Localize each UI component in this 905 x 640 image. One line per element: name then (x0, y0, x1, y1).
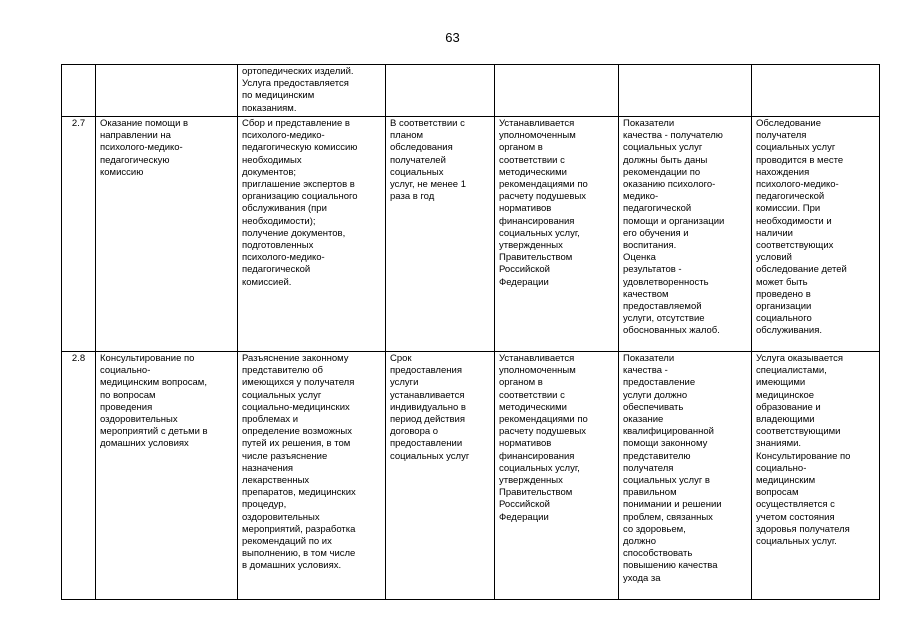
page-number: 63 (445, 30, 460, 45)
service-norms-cell: Устанавливается уполномоченным органом в соответствии с методическими рекомендациями по расчету подушевых нормативов финансирования социальных услуг, утвержденных Правительством Российской Федерации (495, 117, 619, 352)
table-row (62, 65, 880, 117)
row-number-cell: 2.8 (62, 352, 96, 600)
table-row (62, 352, 880, 600)
service-content-cell: Сбор и представление в психолого-медико- педагогическую комиссию необходимых документов; приглашение экспертов в организацию социального обслуживания (при необходимости); получение документов, подготовленных психолого-медико- педагогической комиссией. (238, 117, 386, 352)
service-conditions-cell: Обследование получателя социальных услуг проводится в месте нахождения психолого-медико- педагогической комиссии. При необходимости и наличии соответствующих условий обследование детей может быть проведено в организации социального обслуживания. (752, 117, 880, 352)
service-norms-cell: Устанавливается уполномоченным органом в соответствии с методическими рекомендациями по расчету подушевых нормативов финансирования социальных услуг, утвержденных Правительством Российской Федерации (495, 352, 619, 600)
service-name-cell: Оказание помощи в направлении на психолого-медико- педагогическую комиссию (96, 117, 238, 352)
service-content-cell: ортопедических изделий. Услуга предоставляется по медицинским показаниям. (238, 65, 386, 117)
service-norms-cell (495, 65, 619, 117)
service-name-cell: Консультирование по социально- медицинским вопросам, по вопросам проведения оздоровительных мероприятий с детьми в домашних условиях (96, 352, 238, 600)
service-terms-cell: В соответствии с планом обследования получателей социальных услуг, не менее 1 раза в год (386, 117, 495, 352)
table-row (62, 117, 880, 352)
service-conditions-cell (752, 65, 880, 117)
service-conditions-cell: Услуга оказывается специалистами, имеющими медицинское образование и владеющими соответствующими знаниями. Консультирование по социально- медицинским вопросам осуществляется с учетом состояния здоровья получателя социальных услуг. (752, 352, 880, 600)
service-terms-cell (386, 65, 495, 117)
row-number-cell (62, 65, 96, 117)
services-table (61, 64, 880, 600)
row-number-cell: 2.7 (62, 117, 96, 352)
service-terms-cell: Срок предоставления услуги устанавливается индивидуально в период действия договора о предоставлении социальных услуг (386, 352, 495, 600)
service-quality-cell: Показатели качества - предоставление услуги должно обеспечивать оказание квалифицированной помощи законному представителю получателя социальных услуг в правильном понимании и решении проблем, связанных со здоровьем, должно способствовать повышению качества ухода за (619, 352, 752, 600)
service-content-cell: Разъяснение законному представителю об имеющихся у получателя социальных услуг социально-медицинских проблемах и определение возможных путей их решения, в том числе разъяснение назначения лекарственных препаратов, медицинских процедур, оздоровительных мероприятий, разработка рекомендаций по их выполнению, в том числе в домашних условиях. (238, 352, 386, 600)
service-quality-cell (619, 65, 752, 117)
service-quality-cell: Показатели качества - получателю социальных услуг должны быть даны рекомендации по оказанию психолого- медико- педагогической помощи и организации его обучения и воспитания. Оценка результатов - удовлетворенность качеством предоставляемой услуги, отсутствие обоснованных жалоб. (619, 117, 752, 352)
service-name-cell (96, 65, 238, 117)
